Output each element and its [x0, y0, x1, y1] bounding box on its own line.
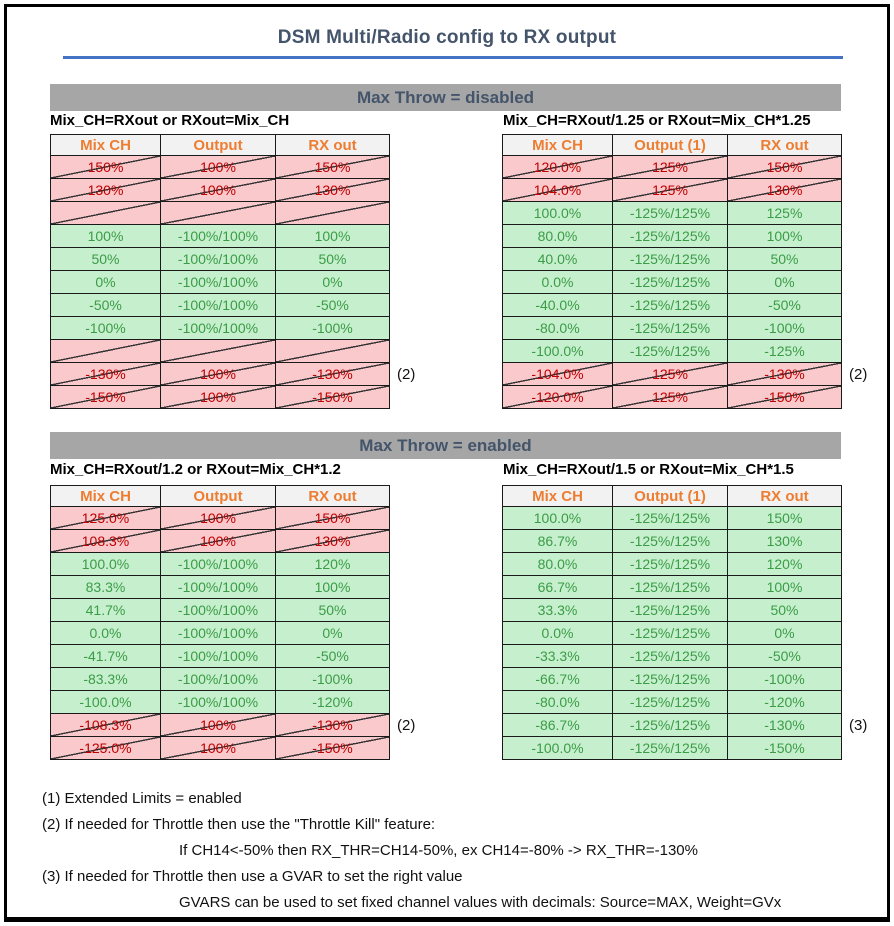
table-cell: -100% [50, 317, 161, 340]
table-cell: 150% [276, 156, 390, 179]
table-cell: 80.0% [502, 553, 613, 576]
table-cell: -125.0% [50, 737, 161, 760]
table-cell: 120% [276, 553, 390, 576]
table-cell: 83.3% [50, 576, 161, 599]
table-cell: -100%/100% [161, 248, 276, 271]
table-row [50, 202, 390, 225]
table-header-row [502, 134, 842, 156]
table-cell: -130% [728, 363, 842, 386]
table-row [502, 363, 842, 386]
table-row [50, 363, 390, 386]
table-cell: 100% [161, 507, 276, 530]
table-cell [161, 202, 276, 225]
table-cell: 100% [161, 156, 276, 179]
table-cell: 100% [276, 225, 390, 248]
table-row [502, 668, 842, 691]
table-cell: -125%/125% [613, 340, 728, 363]
table-header-row [502, 485, 842, 507]
header-cell: Output [161, 134, 276, 156]
table-cell: 125.0% [50, 507, 161, 530]
table-header-row [50, 134, 390, 156]
table-row [502, 622, 842, 645]
table-cell: -100.0% [502, 340, 613, 363]
table-cell: 33.3% [502, 599, 613, 622]
table-cell: -100% [728, 668, 842, 691]
table-cell: 130% [728, 530, 842, 553]
section-banner-disabled: Max Throw = disabled [50, 84, 841, 111]
table-row [502, 553, 842, 576]
header-cell: RX out [728, 134, 842, 156]
table-cell: 120% [728, 553, 842, 576]
table-cell: -100%/100% [161, 645, 276, 668]
table-cell: 50% [728, 248, 842, 271]
header-cell: RX out [276, 134, 390, 156]
table-cell: -125%/125% [613, 317, 728, 340]
table-cell: 100% [50, 225, 161, 248]
table-cell: -130% [276, 363, 390, 386]
table-cell: -33.3% [502, 645, 613, 668]
table-cell: -125%/125% [613, 714, 728, 737]
table-row [502, 386, 842, 409]
table-row [502, 599, 842, 622]
header-cell: RX out [276, 485, 390, 507]
table-cell: -40.0% [502, 294, 613, 317]
table-cell: 80.0% [502, 225, 613, 248]
footnote-2: (2) If needed for Throttle then use the "Throttle Kill" feature: [42, 816, 436, 833]
table-row [502, 691, 842, 714]
row-note: (2) [397, 717, 416, 734]
table-cell: 125% [613, 156, 728, 179]
table-cell: 100% [728, 225, 842, 248]
table-cell: -125%/125% [613, 645, 728, 668]
table-cell: 100% [276, 576, 390, 599]
table-cell: -100%/100% [161, 668, 276, 691]
table-row [502, 576, 842, 599]
table-row [502, 294, 842, 317]
table-cell: -100%/100% [161, 294, 276, 317]
table-cell: 100% [161, 179, 276, 202]
table-cell: -125%/125% [613, 202, 728, 225]
table-cell: -50% [50, 294, 161, 317]
table-row [502, 714, 842, 737]
header-cell: Output (1) [613, 485, 728, 507]
mix-table-enabled-right [502, 485, 868, 760]
table-cell: -80.0% [502, 691, 613, 714]
table-cell: -125%/125% [613, 553, 728, 576]
table-cell: -50% [276, 645, 390, 668]
table-cell: 100.0% [502, 507, 613, 530]
table-cell: -125%/125% [613, 294, 728, 317]
table-cell: -125% [728, 340, 842, 363]
header-cell: RX out [728, 485, 842, 507]
table-cell: -125%/125% [613, 576, 728, 599]
table-row [50, 714, 390, 737]
table-cell: -125%/125% [613, 668, 728, 691]
table-cell: 100% [728, 576, 842, 599]
table-cell: 125% [728, 202, 842, 225]
table-cell: 0% [728, 622, 842, 645]
row-note: (2) [397, 366, 416, 383]
table-row [50, 622, 390, 645]
table-cell: -120% [728, 691, 842, 714]
table-row [50, 271, 390, 294]
table-row [50, 576, 390, 599]
footnote-2-example: If CH14<-50% then RX_THR=CH14-50%, ex CH14=-80% -> RX_THR=-130% [179, 842, 698, 859]
mix-table-enabled-left [50, 485, 416, 760]
table-cell: -100.0% [50, 691, 161, 714]
table-cell: -125%/125% [613, 507, 728, 530]
header-cell: Output [161, 485, 276, 507]
table-cell: 130% [50, 179, 161, 202]
table-cell: 0% [276, 622, 390, 645]
table-row [50, 530, 390, 553]
table-cell: 150% [50, 156, 161, 179]
table-cell: 150% [728, 507, 842, 530]
title-rule [63, 56, 843, 59]
table-row [50, 225, 390, 248]
table-cell: -100% [276, 668, 390, 691]
table-cell: 100% [161, 714, 276, 737]
table-row [50, 668, 390, 691]
table-cell: 104.0% [502, 179, 613, 202]
table-cell: 50% [276, 599, 390, 622]
table-cell: 50% [276, 248, 390, 271]
table-cell: -150% [50, 386, 161, 409]
table-cell: 100.0% [502, 202, 613, 225]
table-cell: -130% [276, 714, 390, 737]
table-cell [50, 340, 161, 363]
table-cell: -100%/100% [161, 622, 276, 645]
table-cell: -125%/125% [613, 691, 728, 714]
table-cell: 0.0% [502, 271, 613, 294]
table-cell [276, 202, 390, 225]
table-cell: -100%/100% [161, 576, 276, 599]
table-row [502, 340, 842, 363]
table-cell: -125%/125% [613, 248, 728, 271]
table-row [502, 156, 842, 179]
footnote-1: (1) Extended Limits = enabled [42, 790, 242, 807]
table-cell: 40.0% [502, 248, 613, 271]
table-cell: -108.3% [50, 714, 161, 737]
table-cell: -86.7% [502, 714, 613, 737]
header-cell: Mix CH [502, 134, 613, 156]
table-row [50, 294, 390, 317]
table-cell: -66.7% [502, 668, 613, 691]
header-cell: Mix CH [502, 485, 613, 507]
table-cell: -50% [728, 645, 842, 668]
table-cell: -125%/125% [613, 622, 728, 645]
table-cell: 0% [50, 271, 161, 294]
table-cell: 100% [161, 363, 276, 386]
table-cell: -150% [728, 386, 842, 409]
table-cell: 108.3% [50, 530, 161, 553]
mix-table-disabled-left [50, 134, 416, 409]
table-cell: 50% [728, 599, 842, 622]
table-cell: 100% [161, 530, 276, 553]
table-cell: 125% [613, 179, 728, 202]
table-row [50, 507, 390, 530]
table-cell: -100%/100% [161, 553, 276, 576]
table-cell: -130% [728, 714, 842, 737]
table-row [50, 317, 390, 340]
table-row [50, 179, 390, 202]
table-row [50, 691, 390, 714]
table-cell: -125%/125% [613, 599, 728, 622]
table-cell: -125%/125% [613, 737, 728, 760]
page-title: DSM Multi/Radio config to RX output [277, 27, 617, 48]
table-cell: -100%/100% [161, 225, 276, 248]
table-cell: 100% [161, 737, 276, 760]
table-cell: 0% [728, 271, 842, 294]
table-row [502, 317, 842, 340]
table-row [50, 340, 390, 363]
table-row [502, 530, 842, 553]
table-row [502, 645, 842, 668]
footnote-3: (3) If needed for Throttle then use a GVAR to set the right value [42, 868, 463, 885]
table-caption-disabled-left: Mix_CH=RXout or RXout=Mix_CH [50, 112, 290, 129]
table-cell: -50% [276, 294, 390, 317]
table-caption-enabled-left: Mix_CH=RXout/1.2 or RXout=Mix_CH*1.2 [50, 461, 341, 478]
table-cell: 0.0% [50, 622, 161, 645]
table-row [502, 737, 842, 760]
table-row [50, 599, 390, 622]
table-cell: -150% [728, 737, 842, 760]
table-row [502, 202, 842, 225]
table-cell: 150% [728, 156, 842, 179]
table-cell: -100.0% [502, 737, 613, 760]
table-cell: -150% [276, 737, 390, 760]
table-cell: -125%/125% [613, 271, 728, 294]
table-cell: -150% [276, 386, 390, 409]
table-cell: 86.7% [502, 530, 613, 553]
header-cell: Mix CH [50, 485, 161, 507]
table-cell: -80.0% [502, 317, 613, 340]
table-cell: -100% [276, 317, 390, 340]
table-cell: 125% [613, 386, 728, 409]
table-row [50, 156, 390, 179]
table-cell: 100.0% [50, 553, 161, 576]
table-cell: 130% [276, 530, 390, 553]
table-cell [276, 340, 390, 363]
header-cell: Output (1) [613, 134, 728, 156]
table-row [502, 225, 842, 248]
table-row [502, 507, 842, 530]
table-cell: -100% [728, 317, 842, 340]
table-cell: 130% [276, 179, 390, 202]
table-cell: -100%/100% [161, 317, 276, 340]
table-cell: -104.0% [502, 363, 613, 386]
table-cell: -100%/100% [161, 691, 276, 714]
table-row [50, 386, 390, 409]
table-row [50, 553, 390, 576]
table-cell: 66.7% [502, 576, 613, 599]
table-cell: -83.3% [50, 668, 161, 691]
header-cell: Mix CH [50, 134, 161, 156]
mix-table-disabled-right [502, 134, 868, 409]
table-header-row [50, 485, 390, 507]
table-row [502, 248, 842, 271]
table-cell: 41.7% [50, 599, 161, 622]
table-cell: -100%/100% [161, 599, 276, 622]
table-cell: -125%/125% [613, 530, 728, 553]
table-row [502, 179, 842, 202]
table-caption-disabled-right: Mix_CH=RXout/1.25 or RXout=Mix_CH*1.25 [503, 112, 811, 129]
table-row [50, 248, 390, 271]
table-cell: 120.0% [502, 156, 613, 179]
table-cell: 100% [161, 386, 276, 409]
section-banner-enabled: Max Throw = enabled [50, 432, 841, 459]
table-cell: 50% [50, 248, 161, 271]
table-cell: 130% [728, 179, 842, 202]
table-row [50, 645, 390, 668]
table-row [50, 737, 390, 760]
table-row [502, 271, 842, 294]
table-cell: 125% [613, 363, 728, 386]
table-caption-enabled-right: Mix_CH=RXout/1.5 or RXout=Mix_CH*1.5 [503, 461, 794, 478]
footnote-3-example: GVARS can be used to set fixed channel values with decimals: Source=MAX, Weight=GVx [179, 894, 782, 911]
table-cell: 150% [276, 507, 390, 530]
table-cell: 0.0% [502, 622, 613, 645]
footnotes [42, 786, 862, 916]
table-cell: -100%/100% [161, 271, 276, 294]
row-note: (3) [849, 717, 868, 734]
table-cell [161, 340, 276, 363]
table-cell: 0% [276, 271, 390, 294]
table-cell: -50% [728, 294, 842, 317]
table-cell: -120.0% [502, 386, 613, 409]
row-note: (2) [849, 366, 868, 383]
table-cell: -120% [276, 691, 390, 714]
table-cell: -125%/125% [613, 225, 728, 248]
table-cell: -130% [50, 363, 161, 386]
table-cell: -41.7% [50, 645, 161, 668]
table-cell [50, 202, 161, 225]
